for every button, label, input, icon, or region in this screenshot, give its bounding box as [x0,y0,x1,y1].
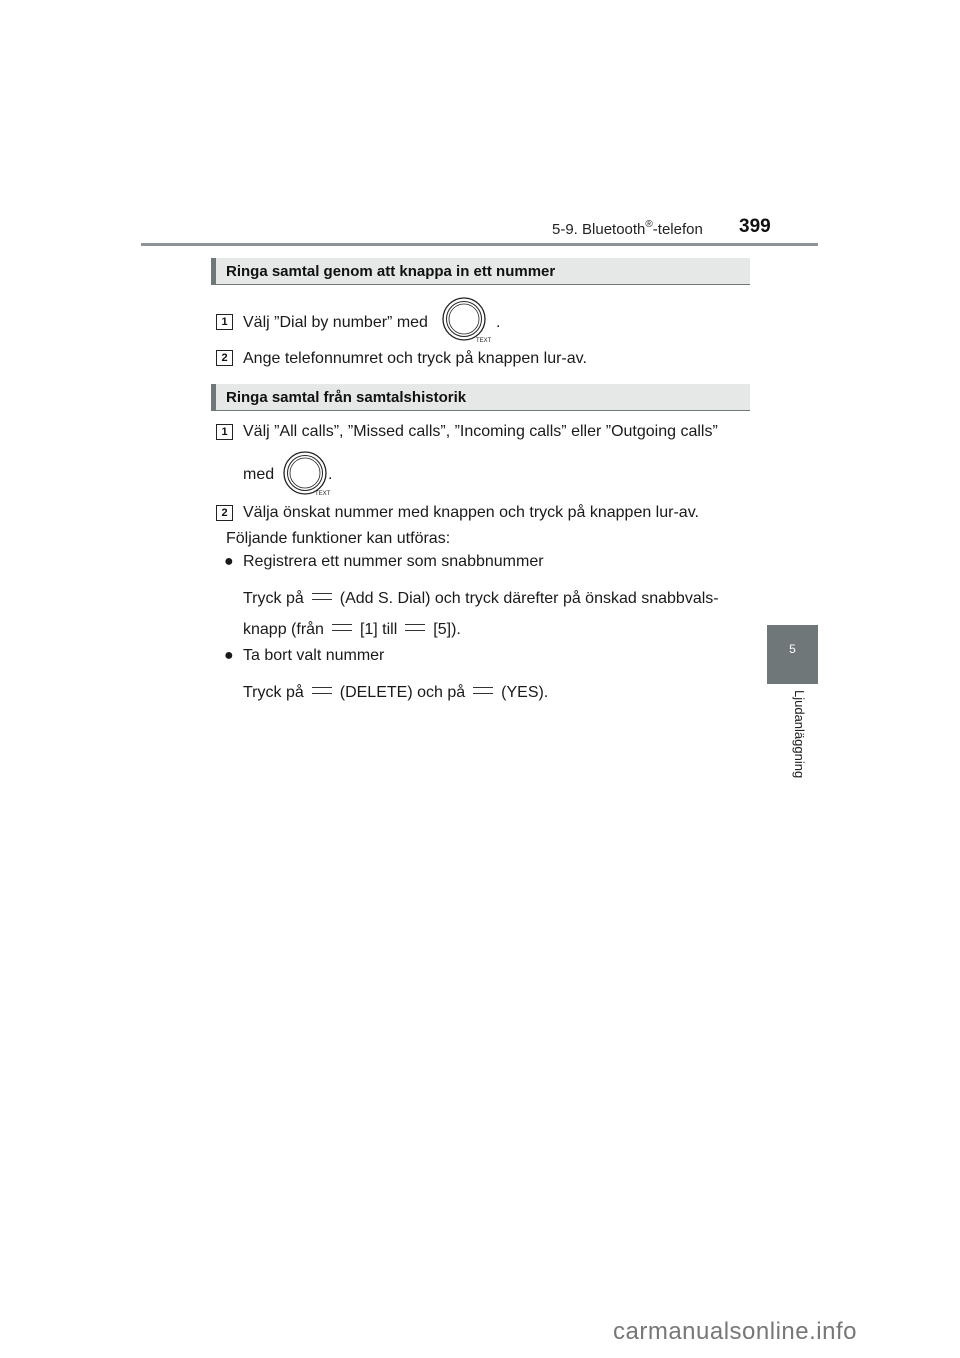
step-text: Välj ”Dial by number” med [243,314,428,331]
header-divider [141,243,818,246]
functions-intro: Följande funktioner kan utföras: [226,530,451,547]
step-text: Ange telefonnumret och tryck på knappen lur-av. [243,350,587,367]
bullet-dot: ● [224,553,234,570]
step-text-period: . [328,466,333,483]
instruction-line: Tryck på (DELETE) och på (YES). [243,684,549,701]
chapter-tab-label: Ljudanläggning [792,690,807,779]
step-number: 2 [216,350,233,366]
section-heading-dial-number: Ringa samtal genom att knappa in ett nummer [211,258,750,285]
bullet-title: Ta bort valt nummer [243,647,385,664]
footer-watermark[interactable]: carmanualsonline.info [613,1318,857,1345]
step-text: Välj ”All calls”, ”Missed calls”, ”Incoming calls” eller ”Outgoing calls” [243,423,718,440]
tune-knob-icon [282,451,332,498]
button-icon [312,687,332,694]
step-text-period: . [496,314,501,331]
chapter-tab-number: 5 [789,642,796,656]
instruction-line: Tryck på (Add S. Dial) och tryck därefter på önskad snabbvals- [243,590,719,607]
button-icon [312,593,332,600]
step-text: med [243,466,275,483]
chapter-title: 5-9. Bluetooth®-telefon [552,219,703,238]
svg-text:TEXT: TEXT [315,491,331,497]
instruction-line: knapp (från [1] till [5]). [243,621,461,638]
page-number: 399 [739,216,771,237]
button-icon [473,687,493,694]
step-number: 1 [216,424,233,440]
button-icon [405,624,425,631]
button-icon [332,624,352,631]
svg-text:TEXT: TEXT [476,338,491,344]
tune-knob-icon [441,297,491,344]
bullet-title: Registrera ett nummer som snabbnummer [243,553,544,570]
step-number: 1 [216,314,233,330]
section-heading-call-history: Ringa samtal från samtalshistorik [211,384,750,411]
step-text: Välja önskat nummer med knappen och tryck på knappen lur-av. [243,504,699,521]
bullet-dot: ● [224,647,234,664]
step-number: 2 [216,505,233,521]
